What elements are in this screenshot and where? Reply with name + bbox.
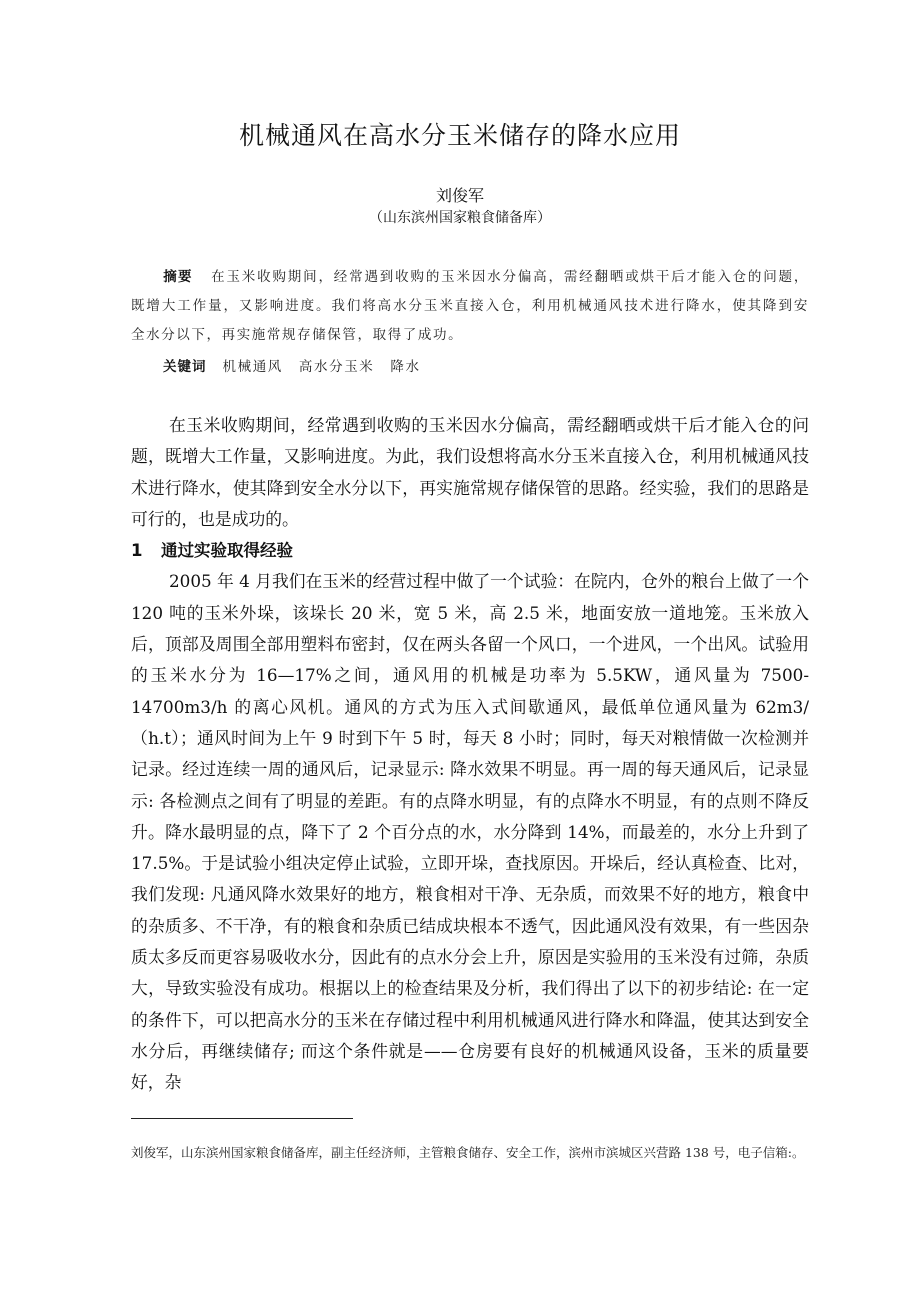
abstract-block: [131, 263, 809, 350]
keyword-item: 机械通风: [222, 359, 283, 375]
author-affiliation: （山东滨州国家粮食储备库）: [369, 210, 551, 226]
intro-paragraph: 在玉米收购期间，经常遇到收购的玉米因水分偏高，需经翻晒或烘干后才能入仓的问题，既增大工作量，又影响进度。为此，我们设想将高水分玉米直接入仓，利用机械通风技术进行降水，使其降到安全水分以下，再实施常规存储保管的思路。经实验，我们的思路是可行的，也是成功的。: [131, 415, 809, 529]
keyword-item: 高水分玉米: [298, 359, 375, 375]
section-number: 1: [131, 541, 143, 561]
section-heading: [131, 535, 809, 566]
abstract-text: 在玉米收购期间，经常遇到收购的玉米因水分偏高，需经翻晒或烘干后才能入仓的问题，既增大工作量，又影响进度。我们将高水分玉米直接入仓，利用机械通风技术进行降水，使其降到安全水分以下，再实施常规存储保管，取得了成功。: [131, 269, 809, 343]
section-title: 通过实验取得经验: [161, 541, 293, 561]
author-name: 刘俊军: [435, 186, 484, 205]
keywords-block: [131, 354, 809, 380]
footnote-divider: [131, 1118, 353, 1119]
keyword-item: 降水: [390, 359, 421, 375]
section-paragraph: 2005 年 4 月我们在玉米的经营过程中做了一个试验：在院内，仓外的粮台上做了一个 120 吨的玉米外垛，该垛长 20 米，宽 5 米，高 2.5 米，地面安放一道地笼。玉米放入后，顶部及周围全部用塑料布密封，仅在两头各留一个风口，一个进风，一个出风。试验用的玉米水分为 16—17%之间，通风用的机械是功率为 5.5KW，通风量为 7500-14700m3/h 的离心风机。通风的方式为压入式间歇通风，最低单位通风量为 62m3/（h.t）；通风时间为上午 9 时到下午 5 时，每天 8 小时；同时，每天对粮情做一次检测并记录。经过连续一周的通风后，记录显示: 降水效果不明显。再一周的每天通风后，记录显示: 各检测点之间有了明显的差距。有的点降水明显，有的点降水不明显，有的点则不降反升。降水最明显的点，降下了 2 个百分点的水，水分降到 14%，而最差的，水分上升到了 17.5%。于是试验小组决定停止试验，立即开垛，查找原因。开垛后，经认真检查、比对，我们发现: 凡通风降水效果好的地方，粮食相对干净、无杂质，而效果不好的地方，粮食中的杂质多、不干净，有的粮食和杂质已结成块根本不透气，因此通风没有效果，有一些因杂质太多反而更容易吸收水分，因此有的点水分会上升，原因是实验用的玉米没有过筛，杂质大，导致实验没有成功。根据以上的检查结果及分析，我们得出了以下的初步结论: 在一定的条件下，可以把高水分的玉米在存储过程中利用机械通风进行降水和降温，使其达到安全水分后，再继续储存; 而这个条件就是——仓房要有良好的机械通风设备，玉米的质量要好，杂: [131, 571, 809, 1093]
keywords-label: 关键词: [163, 359, 207, 375]
paper-title: 机械通风在高水分玉米储存的降水应用: [238, 121, 681, 150]
abstract-label: 摘要: [163, 269, 193, 285]
body-text: [131, 410, 809, 1099]
footnote: 刘俊军，山东滨州国家粮食储备库，副主任经济师，主管粮食储存、安全工作，滨州市滨城区兴营路 138 号，电子信箱:。: [131, 1145, 805, 1160]
